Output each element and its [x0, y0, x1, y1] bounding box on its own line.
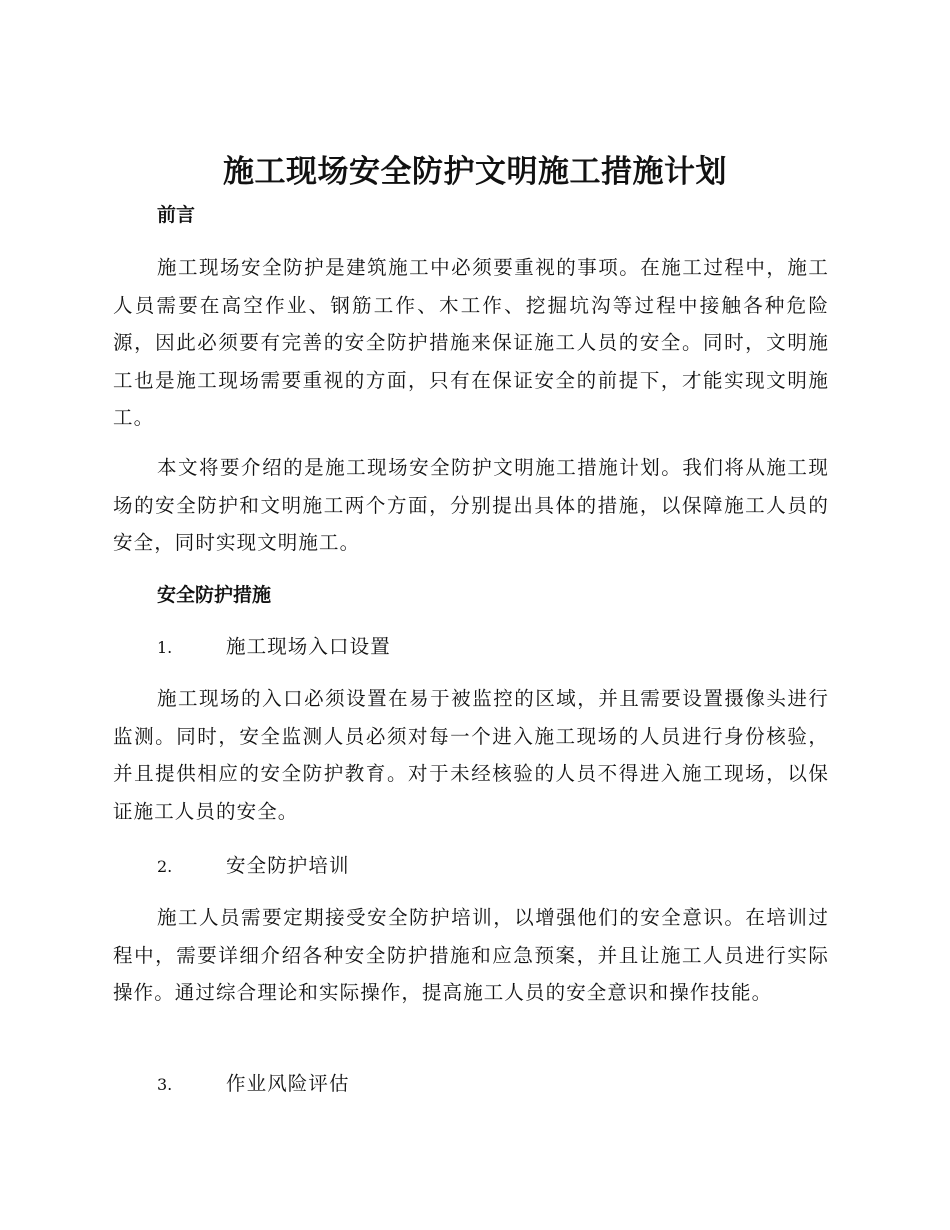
preface-heading: 前言	[157, 204, 196, 226]
list-item-title: 施工现场入口设置	[226, 635, 391, 658]
list-item-heading-2	[157, 851, 757, 882]
preface-paragraph-2: 本文将要介绍的是施工现场安全防护文明施工措施计划。我们将从施工现场的安全防护和文明施工两个方面，分别提出具体的措施，以保障施工人员的安全，同时实现文明施工。	[113, 456, 829, 554]
list-item-heading-1	[157, 632, 757, 663]
item-2-paragraph: 施工人员需要定期接受安全防护培训，以增强他们的安全意识。在培训过程中，需要详细介绍各种安全防护措施和应急预案，并且让施工人员进行实际操作。通过综合理论和实际操作，提高施工人员的安全意识和操作技能。	[113, 906, 829, 1004]
list-item-title: 安全防护培训	[226, 854, 350, 877]
list-item-number: 3.	[157, 1075, 173, 1094]
safety-measures-heading: 安全防护措施	[157, 584, 272, 606]
preface-paragraph-1: 施工现场安全防护是建筑施工中必须要重视的事项。在施工过程中，施工人员需要在高空作业、钢筋工作、木工作、挖掘坑沟等过程中接触各种危险源，因此必须要有完善的安全防护措施来保证施工人员的安全。同时，文明施工也是施工现场需要重视的方面，只有在保证安全的前提下，才能实现文明施工。	[113, 256, 829, 429]
list-item-number: 2.	[157, 857, 173, 876]
list-item-title: 作业风险评估	[226, 1072, 350, 1095]
item-1-paragraph: 施工现场的入口必须设置在易于被监控的区域，并且需要设置摄像头进行监测。同时，安全监测人员必须对每一个进入施工现场的人员进行身份核验，并且提供相应的安全防护教育。对于未经核验的人员不得进入施工现场，以保证施工人员的安全。	[113, 687, 829, 823]
list-item-heading-3	[157, 1069, 757, 1100]
document-title: 施工现场安全防护文明施工措施计划	[223, 154, 727, 190]
list-item-number: 1.	[157, 638, 173, 657]
